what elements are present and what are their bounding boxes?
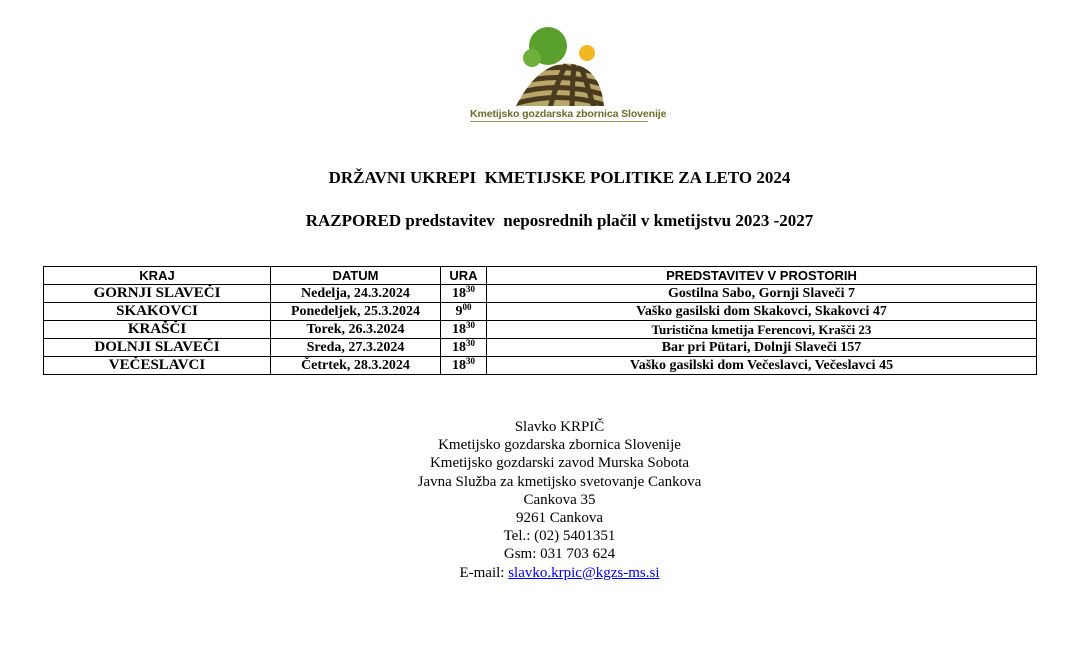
- contact-org-3: Javna Služba za kmetijsko svetovanje Cankova: [417, 473, 702, 490]
- ura-minute: 30: [466, 356, 475, 366]
- document-title: DRŽAVNI UKREPI KMETIJSKE POLITIKE ZA LETO 2024: [328, 168, 791, 187]
- ura-hour: 18: [452, 286, 466, 301]
- table-row: [44, 321, 1037, 339]
- contact-org-1: Kmetijsko gozdarska zbornica Slovenije: [438, 437, 681, 454]
- cell-kraj: DOLNJI SLAVEČI: [44, 339, 271, 357]
- table-row: [44, 339, 1037, 357]
- cell-datum: Četrtek, 28.3.2024: [271, 357, 441, 375]
- cell-kraj: VEČESLAVCI: [44, 357, 271, 375]
- cell-ura: [441, 339, 487, 357]
- ura-minute: 30: [466, 338, 475, 348]
- contact-email-line: [30, 564, 1089, 582]
- cell-kraj: KRAŠČI: [44, 321, 271, 339]
- cell-prostor: Vaško gasilski dom Večeslavci, Večeslavci 45: [487, 357, 1037, 375]
- ura-minute: 30: [466, 320, 475, 330]
- contact-gsm: Gsm: 031 703 624: [503, 546, 616, 563]
- cell-prostor: Gostilna Sabo, Gornji Slaveči 7: [487, 285, 1037, 303]
- cell-datum: Ponedeljek, 25.3.2024: [271, 303, 441, 321]
- cell-kraj: GORNJI SLAVEČI: [44, 285, 271, 303]
- ura-minute: 00: [462, 302, 472, 312]
- schedule-table: [43, 266, 1037, 375]
- email-label: E-mail:: [459, 564, 509, 581]
- cell-ura: [441, 303, 487, 321]
- cell-ura: [441, 357, 487, 375]
- cell-prostor: Turistična kmetija Ferencovi, Krašči 23: [487, 321, 1037, 339]
- logo-emblem-icon: [510, 24, 610, 108]
- ura-hour: 18: [452, 358, 466, 373]
- contact-tel: Tel.: (02) 5401351: [503, 528, 616, 545]
- contact-block: [0, 418, 1089, 582]
- cell-datum: Sreda, 27.3.2024: [271, 339, 441, 357]
- logo-underline: [470, 121, 648, 122]
- cell-ura: [441, 321, 487, 339]
- table-row: [44, 303, 1037, 321]
- column-header-kraj: KRAJ: [44, 267, 271, 285]
- column-header-datum: DATUM: [271, 267, 441, 285]
- contact-city: 9261 Cankova: [515, 510, 604, 527]
- table-header-row: [44, 267, 1037, 285]
- cell-datum: Torek, 26.3.2024: [271, 321, 441, 339]
- contact-street: Cankova 35: [523, 491, 596, 508]
- column-header-ura: URA: [441, 267, 487, 285]
- email-link[interactable]: slavko.krpic@kgzs-ms.si: [508, 564, 660, 581]
- ura-hour: 18: [452, 322, 466, 337]
- cell-ura: [441, 285, 487, 303]
- table-row: [44, 285, 1037, 303]
- document-subtitle: RAZPORED predstavitev neposrednih plačil v kmetijstvu 2023 -2027: [305, 211, 814, 230]
- contact-org-2: Kmetijsko gozdarski zavod Murska Sobota: [429, 455, 690, 472]
- ura-hour: 18: [452, 340, 466, 355]
- cell-prostor: Bar pri Pütari, Dolnji Slaveči 157: [487, 339, 1037, 357]
- table-row: [44, 357, 1037, 375]
- contact-name: Slavko KRPIČ: [514, 419, 605, 435]
- ura-minute: 30: [466, 284, 475, 294]
- kgzs-logo: [466, 24, 667, 124]
- logo-text: Kmetijsko gozdarska zbornica Slovenije: [470, 108, 667, 120]
- cell-datum: Nedelja, 24.3.2024: [271, 285, 441, 303]
- ura-hour: 9: [455, 304, 463, 319]
- column-header-predstavitev: PREDSTAVITEV V PROSTORIH: [487, 267, 1037, 285]
- cell-kraj: SKAKOVCI: [44, 303, 271, 321]
- cell-prostor: Vaško gasilski dom Skakovci, Skakovci 47: [487, 303, 1037, 321]
